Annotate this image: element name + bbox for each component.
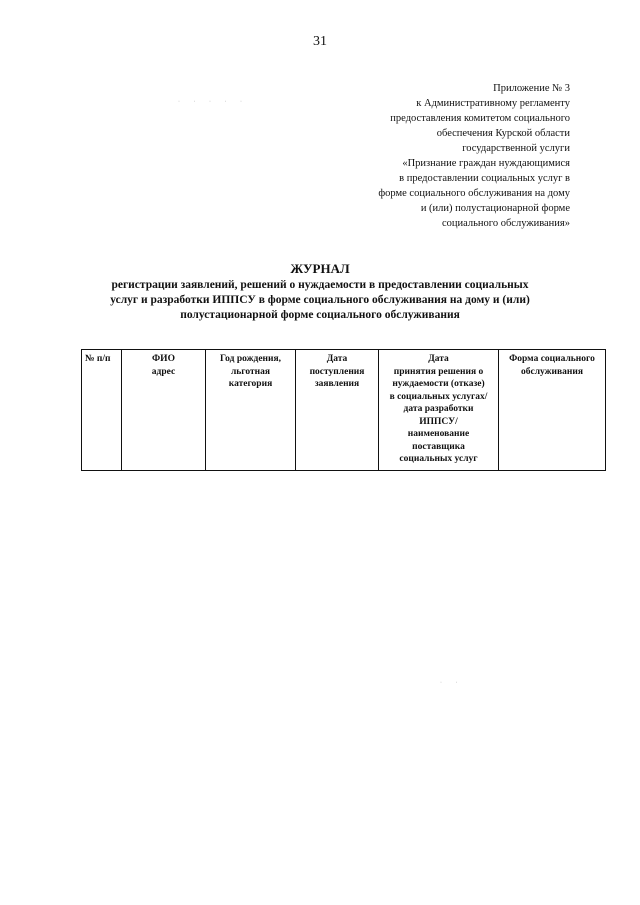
header-birth-year-category: Год рождения, льготная категория: [206, 350, 296, 471]
appendix-line: Приложение № 3: [493, 83, 570, 94]
journal-table: [81, 349, 606, 471]
journal-title-block: [0, 260, 640, 323]
appendix-line: в предоставлении социальных услуг в: [399, 173, 570, 184]
appendix-block: [310, 81, 570, 231]
appendix-line: социального обслуживания»: [442, 218, 570, 229]
scan-speck: · · · · ·: [178, 99, 248, 105]
appendix-line: и (или) полустационарной форме: [420, 203, 570, 214]
journal-subtitle-line: полустационарной форме социального обслуживания: [180, 309, 460, 321]
appendix-line: форме социального обслуживания на дому: [378, 188, 570, 199]
appendix-line: государственной услуги: [462, 143, 570, 154]
journal-title: ЖУРНАЛ: [290, 261, 350, 276]
header-decision-date: Дата принятия решения о нуждаемости (отказе) в социальных услугах/ дата разработки ИППСУ/ наименование поставщика социальных услуг: [379, 350, 499, 471]
header-service-form: Форма социального обслуживания: [499, 350, 606, 471]
journal-subtitle-line: услуг и разработки ИППСУ в форме социального обслуживания на дому и (или): [110, 294, 530, 306]
appendix-line: обеспечения Курской области: [436, 128, 570, 139]
header-application-date: Дата поступления заявления: [296, 350, 379, 471]
page-number: 31: [313, 34, 327, 49]
scan-speck: · ·: [440, 680, 464, 686]
appendix-line: предоставления комитетом социального: [390, 113, 570, 124]
table-header-row: [82, 350, 606, 471]
header-name-address: ФИО адрес: [122, 350, 206, 471]
header-number: № п/п: [82, 350, 122, 471]
appendix-line: к Административному регламенту: [416, 98, 570, 109]
appendix-line: «Признание граждан нуждающимися: [402, 158, 570, 169]
journal-subtitle-line: регистрации заявлений, решений о нуждаемости в предоставлении социальных: [111, 279, 529, 291]
